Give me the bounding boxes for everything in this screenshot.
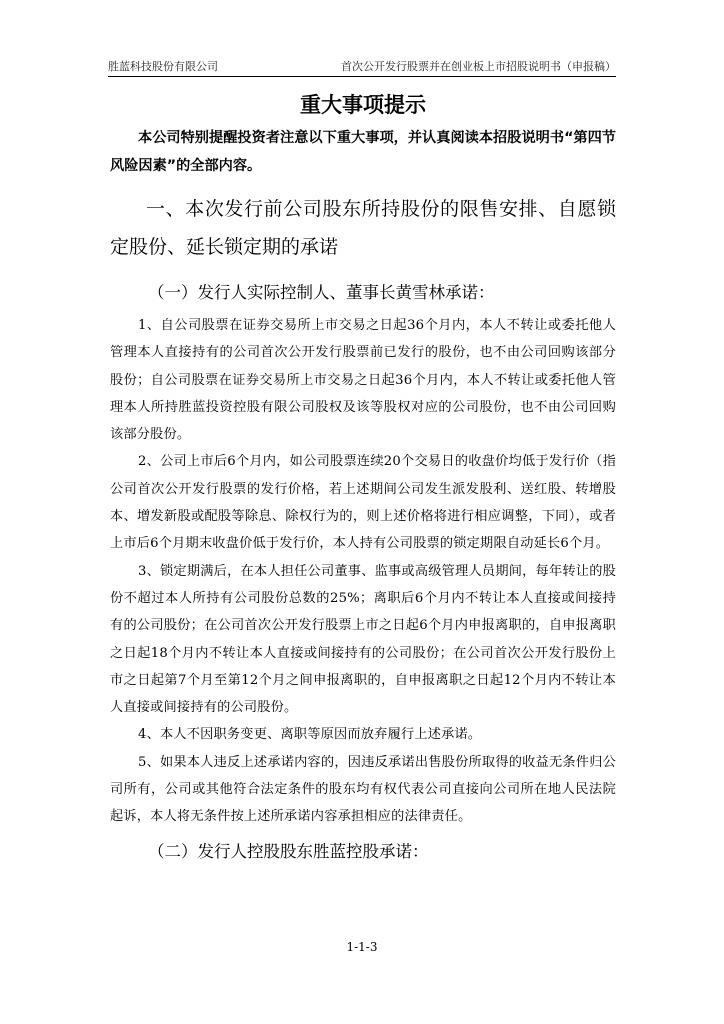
header-company: 胜蓝科技股份有限公司 (108, 60, 218, 73)
intro-paragraph: 本公司特别提醒投资者注意以下重大事项，并认真阅读本招股说明书“第四节 风险因素”的全部内容。 (110, 130, 616, 174)
header-doc-title: 首次公开发行股票并在创业板上市招股说明书（申报稿） (341, 60, 616, 73)
section-heading-1: 一、本次发行前公司股东所持股份的限售安排、自愿锁定股份、延长锁定期的承诺 (110, 198, 616, 258)
page-number: 1-1-3 (346, 940, 378, 954)
commitment-paragraph-3: 3、锁定期满后，在本人担任公司董事、监事或高级管理人员期间，每年转让的股份不超过本人所持有公司股份总数的25%；离职后6个月内不转让本人直接或间接持有的公司股份；在公司首次公开发行股票上市之日起6个月内申报离职的，自申报离职之日起18个月内不转让本人直接或间接持有的公司股份；在公司首次公开发行股份上市之日起第7个月至第12个月之间申报离职的，自申报离职之日起12个月内不转让本人直接或间接持有的公司股份。 (110, 563, 616, 716)
subsection-heading-1: （一）发行人实际控制人、董事长黄雪林承诺： (148, 283, 495, 302)
page-content (110, 88, 616, 871)
commitment-paragraph-2: 2、公司上市后6个月内，如公司股票连续20个交易日的收盘价均低于发行价（指公司首次公开发行股票的发行价格，若上述期间公司发生派发股利、送红股、转增股本、增发新股或配股等除息、除权行为的，则上述价格将进行相应调整，下同），或者上市后6个月期末收盘价低于发行价，本人持有公司股票的锁定期限自动延长6个月。 (110, 454, 616, 552)
page-title: 重大事项提示 (300, 93, 426, 117)
subsection-heading-2: （二）发行人控股股东胜蓝控股承诺： (148, 841, 429, 861)
header-rule (108, 76, 616, 77)
commitment-paragraph-4: 4、本人不因职务变更、离职等原因而放弃履行上述承诺。 (138, 727, 482, 743)
commitment-paragraph-5: 5、如果本人违反上述承诺内容的，因违反承诺出售股份所取得的收益无条件归公司所有，公司或其他符合法定条件的股东均有权代表公司直接向公司所在地人民法院起诉，本人将无条件按上述所承诺内容承担相应的法律责任。 (110, 754, 616, 825)
commitment-paragraph-1: 1、自公司股票在证券交易所上市交易之日起36个月内，本人不转让或委托他人管理本人直接持有的公司首次公开发行股票前已发行的股份，也不由公司回购该部分股份；自公司股票在证券交易所上市交易之日起36个月内，本人不转让或委托他人管理本人所持胜蓝投资控股有限公司股权及该等股权对应的公司股份，也不由公司回购该部分股份。 (110, 318, 616, 443)
